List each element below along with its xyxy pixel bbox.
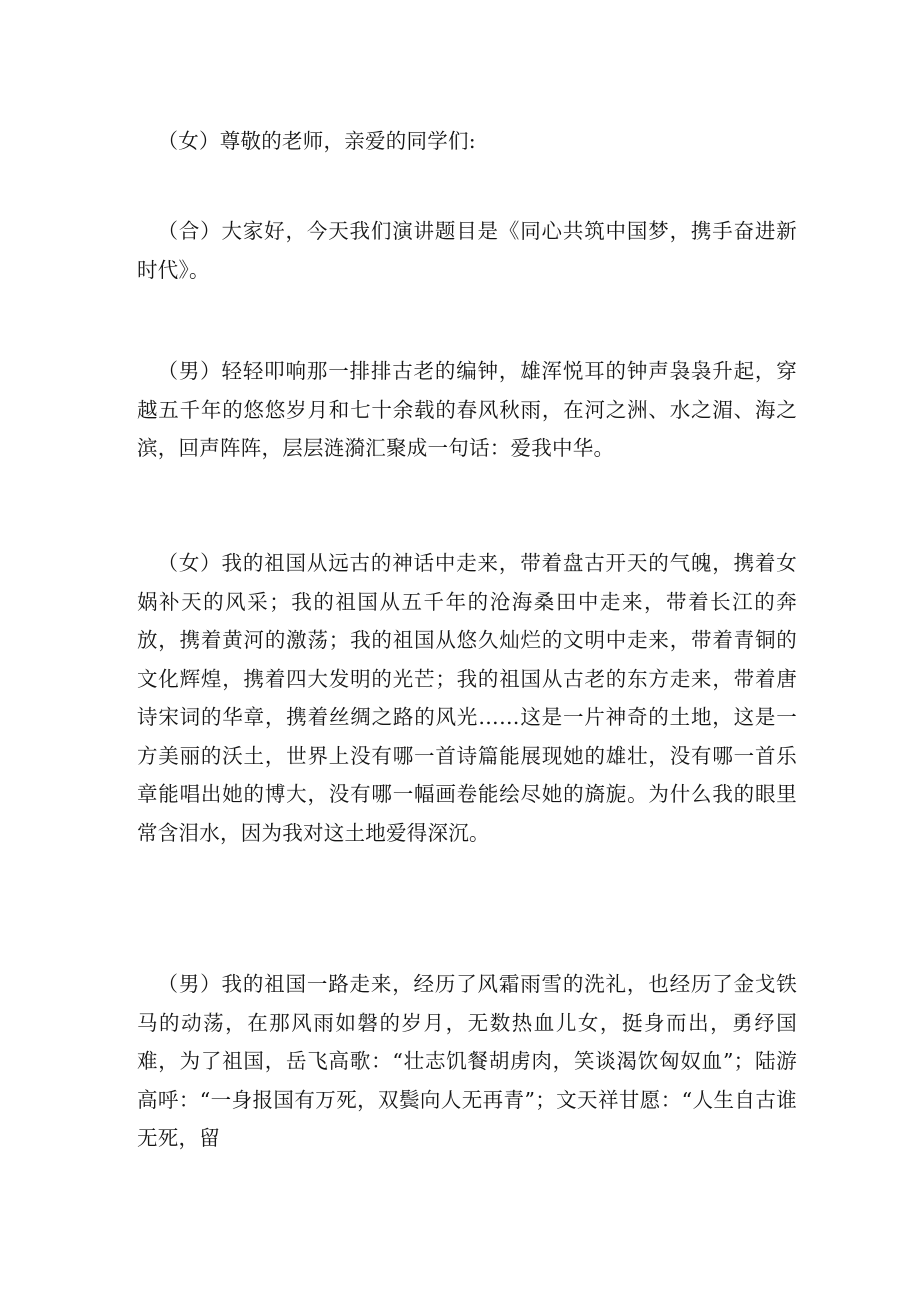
paragraph-topic: （合）大家好，今天我们演讲题目是《同心共筑中国梦，携手奋进新时代》。 [137, 219, 797, 282]
paragraph-greeting: （女）尊敬的老师，亲爱的同学们: [157, 129, 476, 153]
paragraph-motherland: （女）我的祖国从远古的神话中走来，带着盘古开天的气魄，携着女娲补天的风采；我的祖国从五千年的沧海桑田中走来，带着长江的奔放，携着黄河的激荡；我的祖国从悠久灿烂的文明中走来，带着青铜的文化辉煌，携着四大发明的光芒；我的祖国从古老的东方走来，带着唐诗宋词的华章，携着丝绸之路的风光……这是一片神奇的土地，这是一方美丽的沃土，世界上没有哪一首诗篇能展现她的雄壮，没有哪一首乐章能唱出她的博大，没有哪一幅画卷能绘尽她的旖旎。为什么我的眼里常含泪水，因为我对这土地爱得深沉。 [137, 551, 797, 845]
paragraph-heroes: （男）我的祖国一路走来，经历了风霜雨雪的洗礼，也经历了金戈铁马的动荡，在那风雨如磐的岁月，无数热血儿女，挺身而出，勇纾国难，为了祖国，岳飞高歌：“壮志饥餐胡虏肉，笑谈渴饮匈奴血”；陆游高呼：“一身报国有万死，双鬓向人无再青”；文天祥甘愿：“人生自古谁无死，留 [137, 972, 797, 1150]
paragraph-bells: （男）轻轻叩响那一排排古老的编钟，雄浑悦耳的钟声袅袅升起，穿越五千年的悠悠岁月和七十余载的春风秋雨，在河之洲、水之湄、海之滨，回声阵阵，层层涟漪汇聚成一句话：爱我中华。 [137, 359, 797, 460]
